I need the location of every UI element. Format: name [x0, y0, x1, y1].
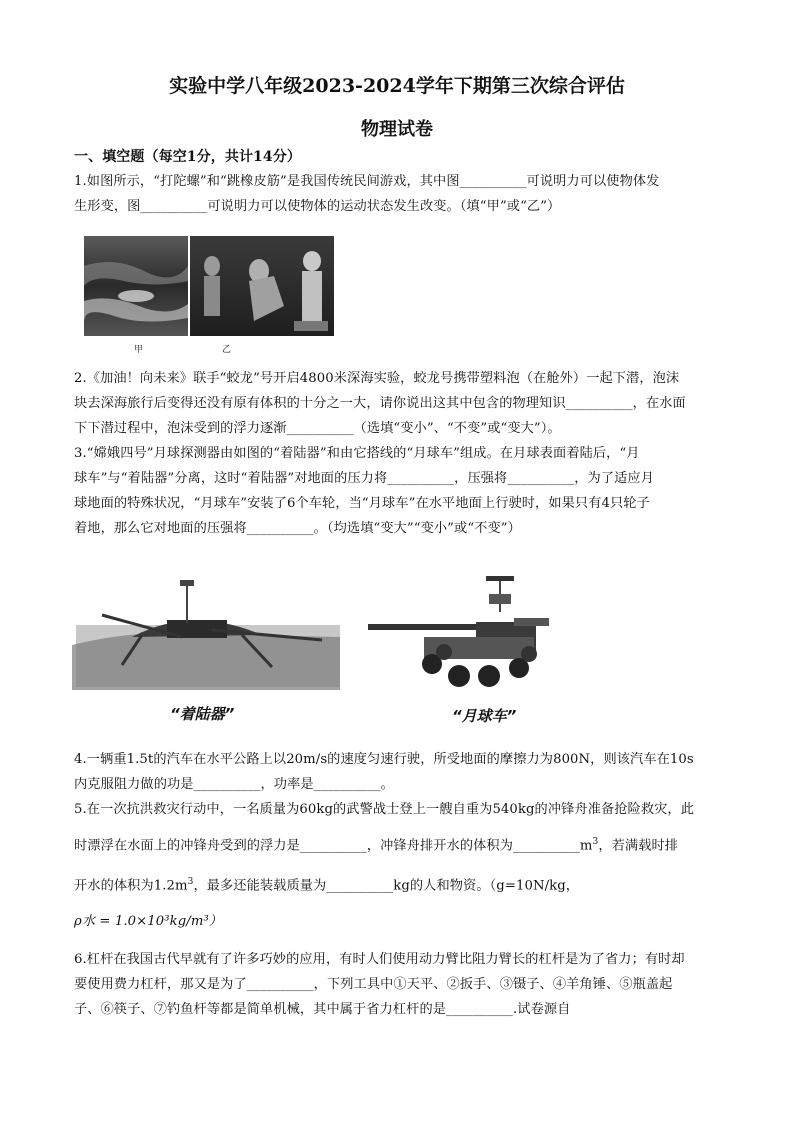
q6-line2: 要使用费力杠杆，那又是为了__________，下列工具中①天平、②扳手、③镊子、④羊角锤、⑤瓶盖起	[74, 977, 673, 992]
section-heading: 一、填空题（每空1分，共计14分）	[74, 149, 301, 165]
q5-line2-main: 时漂浮在水面上的冲锋舟受到的浮力是__________，冲锋舟排开水的体积为__________m	[74, 838, 593, 854]
photo-jia	[84, 236, 188, 336]
q3-line3: 球地面的特殊状况，“月球车”安装了6个车轮，当“月球车”在水平地面上行驶时，如果只有4只轮子	[74, 496, 650, 511]
q2-line2: 块去深海旅行后变得还没有原有体积的十分之一大，请你说出这其中包含的物理知识__________，在水面	[74, 396, 686, 411]
caption-rover: “月球车”	[452, 707, 517, 725]
rover-figure	[364, 572, 564, 702]
q1-figure	[84, 226, 334, 360]
q5-line1: 5.在一次抗洪救灾行动中，一名质量为60kg的武警战士登上一艘自重为540kg的冲锋舟准备抢险救灾，此	[74, 802, 694, 817]
q5-line2-sup: 3	[592, 837, 599, 847]
q5-line2	[74, 838, 678, 853]
q2-line1: 2.《加油！向未来》联手“蛟龙”号开启4800米深海实验，蛟龙号携带塑料泡（在舱外）一起下潜，泡沫	[74, 371, 680, 386]
q6-line1: 6.杠杆在我国古代早就有了许多巧妙的应用，有时人们使用动力臂比阻力臂长的杠杆是为了省力；有时却	[74, 952, 685, 967]
q4-line2: 内克服阻力做的功是__________，功率是__________。	[74, 777, 394, 792]
exam-subtitle: 物理试卷	[361, 119, 433, 140]
q5-line3	[74, 878, 579, 893]
q5-line2-tail: ，若满载时排	[598, 838, 679, 854]
caption-lander: “着陆器”	[170, 705, 235, 723]
q5-line3-main: 开水的体积为1.2m	[74, 878, 188, 894]
label-jia: 甲	[134, 345, 144, 355]
q3-line4: 着地，那么它对地面的压强将__________。（均选填“变大”“变小”或“不变”）	[74, 521, 521, 536]
q6-line3: 子、⑥筷子、⑦钓鱼杆等都是简单机械，其中属于省力杠杆的是__________.试卷源自	[74, 1002, 571, 1017]
q1-line1: 1.如图所示，“打陀螺”和“跳橡皮筋”是我国传统民间游戏，其中图__________可说明力可以使物体发	[74, 174, 660, 189]
label-yi: 乙	[222, 345, 232, 355]
q5-line4: ρ水 = 1.0×10³kg/m³）	[74, 914, 223, 929]
q3-line1: 3.“嫦娥四号”月球探测器由如图的“着陆器”和由它搭线的“月球车”组成。在月球表面着陆后，“月	[74, 446, 640, 461]
q2-line3: 下下潜过程中，泡沫受到的浮力逐渐__________（选填“变小”、“不变”或“变大”）。	[74, 421, 561, 436]
exam-title: 实验中学八年级2023-2024学年下期第三次综合评估	[169, 75, 625, 97]
q5-line3-tail: ，最多还能装载质量为__________kg的人和物资。（g=10N/kg，	[193, 878, 580, 894]
q4-line1: 4.一辆重1.5t的汽车在水平公路上以20m/s的速度匀速行驶，所受地面的摩擦力为800N，则该汽车在10s	[74, 752, 694, 767]
q5-line3-sup: 3	[187, 877, 194, 887]
q3-line2: 球车”与“着陆器”分离，这时“着陆器”对地面的压力将__________，压强将__________，为了适应月	[74, 471, 654, 486]
lander-figure	[72, 575, 344, 715]
q1-line2: 生形变，图__________可说明力可以使物体的运动状态发生改变。（填“甲”或“乙”）	[74, 199, 561, 214]
